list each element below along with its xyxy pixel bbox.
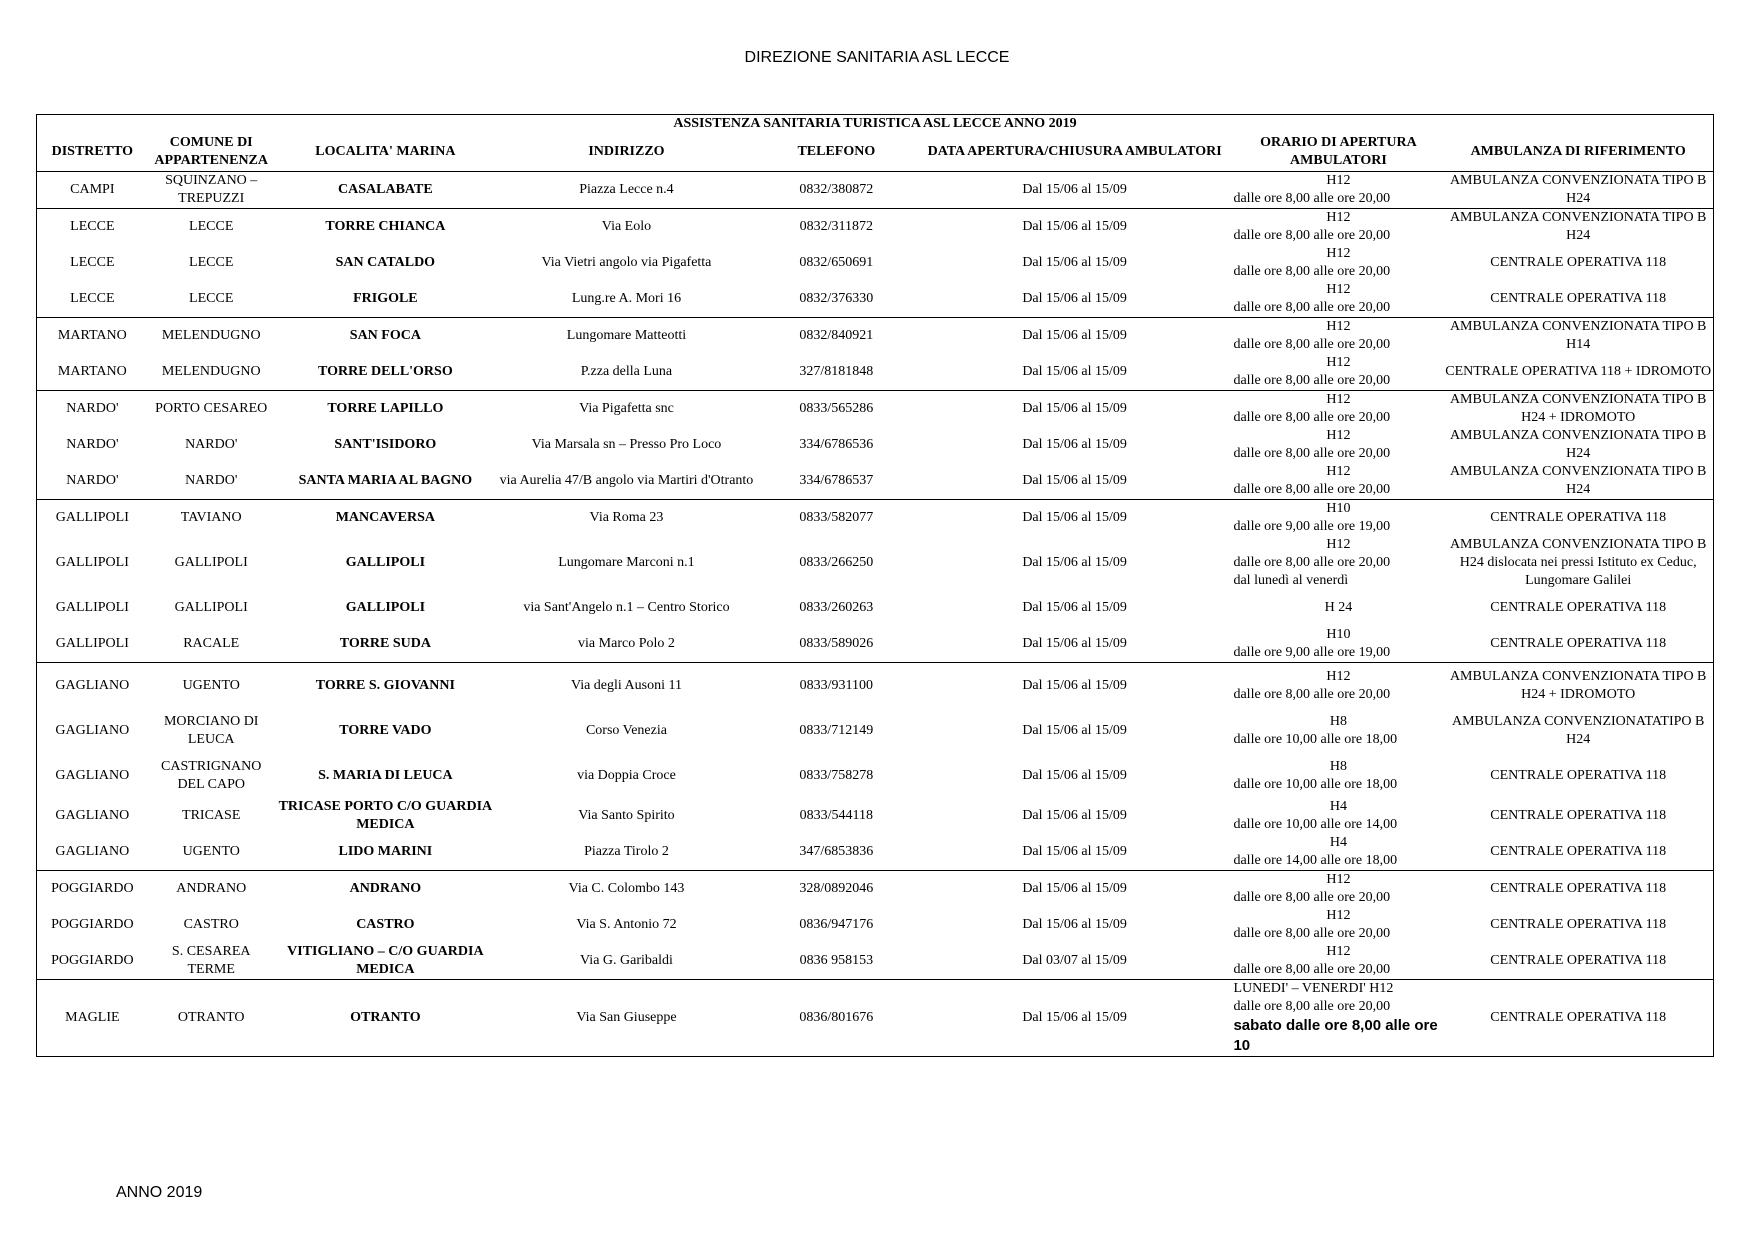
ambulanza-cell: AMBULANZA CONVENZIONATA TIPO B H14 xyxy=(1443,318,1713,355)
localita-cell: TORRE LAPILLO xyxy=(275,391,496,428)
orario-turno: H10 xyxy=(1326,501,1351,516)
distretto-cell: NARDO' xyxy=(66,437,119,452)
table-row xyxy=(37,209,1714,246)
telefono-cell: 0833/565286 xyxy=(757,391,916,428)
data-apertura-cell: Dal 15/06 al 15/09 xyxy=(916,318,1234,355)
orario-cell xyxy=(1233,708,1443,753)
indirizzo-cell: P.zza della Luna xyxy=(580,364,673,379)
orario-cell xyxy=(1233,172,1443,209)
data-apertura-cell: Dal 15/06 al 15/09 xyxy=(1022,767,1127,783)
distretto-cell: GAGLIANO xyxy=(55,767,130,783)
indirizzo-cell: Lungomare Matteotti xyxy=(496,318,757,355)
orario-cell xyxy=(1233,798,1443,834)
comune-cell: RACALE xyxy=(183,636,240,651)
col-header: INDIRIZZO xyxy=(496,133,757,172)
ambulanza-cell: AMBULANZA CONVENZIONATA TIPO B H24 dislocata nei pressi Istituto ex Ceduc, Lungomare Galilei xyxy=(1449,537,1707,588)
orario-turno: H12 xyxy=(1326,872,1351,887)
data-apertura-cell: Dal 15/06 al 15/09 xyxy=(916,500,1234,537)
telefono-cell: 0833/266250 xyxy=(799,555,874,570)
ambulanza-cell: AMBULANZA CONVENZIONATATIPO B H24 xyxy=(1451,713,1705,747)
orario-turno: H12 xyxy=(1326,392,1351,407)
comune-cell: NARDO' xyxy=(185,437,238,452)
indirizzo-cell: Via C. Colombo 143 xyxy=(496,871,757,908)
assistenza-table xyxy=(36,114,1714,1057)
orario-turno: H12 xyxy=(1326,282,1351,297)
page-header: DIREZIONE SANITARIA ASL LECCE xyxy=(744,49,1010,66)
table-row xyxy=(37,500,1714,537)
orario-turno: H12 xyxy=(1326,173,1351,188)
comune-cell: OTRANTO xyxy=(148,980,275,1057)
orario-cell xyxy=(1233,943,1443,980)
distretto-cell: GALLIPOLI xyxy=(55,600,129,615)
distretto-cell: MARTANO xyxy=(57,364,127,379)
localita-cell: TORRE VADO xyxy=(339,722,432,738)
table-row xyxy=(37,871,1714,908)
comune-cell: S. CESAREA TERME xyxy=(171,944,251,977)
orario-cell xyxy=(1233,871,1443,908)
telefono-cell: 0836/801676 xyxy=(757,980,916,1057)
indirizzo-cell: via Aurelia 47/B angolo via Martiri d'Otranto xyxy=(499,473,754,488)
telefono-cell: 334/6786537 xyxy=(799,473,874,488)
telefono-cell: 328/0892046 xyxy=(757,871,916,908)
orario-line: dalle ore 8,00 alle ore 20,00 xyxy=(1233,962,1391,977)
distretto-cell: GAGLIANO xyxy=(37,663,148,709)
table-body xyxy=(37,172,1714,1057)
orario-line: dalle ore 8,00 alle ore 20,00 xyxy=(1233,446,1391,461)
distretto-cell: LECCE xyxy=(70,291,115,306)
localita-cell: SAN FOCA xyxy=(275,318,496,355)
orario-cell xyxy=(1233,500,1443,537)
data-apertura-cell: Dal 15/06 al 15/09 xyxy=(1022,600,1127,615)
localita-cell: FRIGOLE xyxy=(353,291,418,306)
distretto-cell: NARDO' xyxy=(37,391,148,428)
orario-line: dalle ore 9,00 alle ore 19,00 xyxy=(1233,519,1391,534)
orario-turno: H12 xyxy=(1326,210,1351,225)
telefono-cell: 0832/311872 xyxy=(757,209,916,246)
localita-cell: ANDRANO xyxy=(275,871,496,908)
table-row xyxy=(37,281,1714,318)
distretto-cell: GALLIPOLI xyxy=(37,500,148,537)
orario-line: dalle ore 8,00 alle ore 20,00 xyxy=(1233,264,1391,279)
telefono-cell: 327/8181848 xyxy=(799,364,874,379)
ambulanza-cell: CENTRALE OPERATIVA 118 xyxy=(1490,600,1667,615)
orario-turno: H8 xyxy=(1329,758,1347,774)
orario-line: dalle ore 8,00 alle ore 20,00 xyxy=(1233,300,1391,315)
orario-cell xyxy=(1233,834,1443,871)
localita-cell: TRICASE PORTO C/O GUARDIA MEDICA xyxy=(278,799,493,832)
table-row xyxy=(37,427,1714,463)
orario-line: dalle ore 8,00 alle ore 20,00 xyxy=(1233,228,1391,243)
data-apertura-cell: Dal 15/06 al 15/09 xyxy=(1022,636,1127,651)
distretto-cell: LECCE xyxy=(37,209,148,246)
ambulanza-cell: CENTRALE OPERATIVA 118 xyxy=(1490,767,1667,783)
table-row xyxy=(37,354,1714,391)
table-row xyxy=(37,391,1714,428)
orario-turno: H8 xyxy=(1329,713,1347,729)
orario-turno: H4 xyxy=(1329,835,1347,850)
table-row xyxy=(37,753,1714,798)
telefono-cell: 0833/931100 xyxy=(757,663,916,709)
indirizzo-cell: Corso Venezia xyxy=(585,722,667,738)
ambulanza-cell: CENTRALE OPERATIVA 118 + IDROMOTO xyxy=(1445,364,1712,379)
orario-line: dalle ore 8,00 alle ore 20,00 xyxy=(1233,555,1391,570)
table-row xyxy=(37,590,1714,626)
orario-cell xyxy=(1233,354,1443,391)
ambulanza-cell: CENTRALE OPERATIVA 118 xyxy=(1443,980,1713,1057)
table-row xyxy=(37,463,1714,500)
indirizzo-cell: Via Eolo xyxy=(496,209,757,246)
orario-turno: H12 xyxy=(1326,246,1351,261)
orario-cell xyxy=(1233,427,1443,463)
col-header: TELEFONO xyxy=(757,133,916,172)
indirizzo-cell: Piazza Lecce n.4 xyxy=(579,182,674,197)
comune-cell: TRICASE xyxy=(182,808,241,823)
table-row xyxy=(37,980,1714,1057)
comune-cell: MELENDUGNO xyxy=(161,364,261,379)
comune-cell: ANDRANO xyxy=(148,871,275,908)
data-apertura-cell: Dal 15/06 al 15/09 xyxy=(916,980,1234,1057)
orario-cell xyxy=(1233,663,1443,709)
comune-cell: MELENDUGNO xyxy=(148,318,275,355)
orario-line: LUNEDI' – VENERDI' H12 xyxy=(1233,981,1394,996)
col-header: LOCALITA' MARINA xyxy=(275,133,496,172)
orario-turno: H12 xyxy=(1326,319,1351,334)
localita-cell: S. MARIA DI LEUCA xyxy=(318,767,453,783)
data-apertura-cell: Dal 15/06 al 15/09 xyxy=(1022,364,1127,379)
orario-turno: H12 xyxy=(1326,668,1351,684)
ambulanza-cell: AMBULANZA CONVENZIONATA TIPO B H24 xyxy=(1443,209,1713,246)
comune-cell: NARDO' xyxy=(185,473,238,488)
telefono-cell: 0832/376330 xyxy=(799,291,874,306)
data-apertura-cell: Dal 15/06 al 15/09 xyxy=(1022,437,1127,452)
telefono-cell: 0833/582077 xyxy=(757,500,916,537)
distretto-cell: GAGLIANO xyxy=(55,844,130,859)
table-row xyxy=(37,172,1714,209)
table-row xyxy=(37,245,1714,281)
orario-line: dalle ore 8,00 alle ore 20,00 xyxy=(1233,482,1391,497)
data-apertura-cell: Dal 15/06 al 15/09 xyxy=(916,391,1234,428)
data-apertura-cell: Dal 15/06 al 15/09 xyxy=(916,871,1234,908)
comune-cell: MORCIANO DI LEUCA xyxy=(163,713,259,747)
distretto-cell: GAGLIANO xyxy=(55,808,130,823)
page-footer: ANNO 2019 xyxy=(116,1184,203,1201)
data-apertura-cell: Dal 15/06 al 15/09 xyxy=(1022,808,1127,823)
orario-cell xyxy=(1233,536,1443,590)
comune-cell: UGENTO xyxy=(182,844,240,859)
data-apertura-cell: Dal 03/07 al 15/09 xyxy=(1022,953,1127,968)
comune-cell: PORTO CESAREO xyxy=(148,391,275,428)
orario-line: dalle ore 8,00 alle ore 20,00 xyxy=(1233,890,1391,905)
indirizzo-cell: Via Vietri angolo via Pigafetta xyxy=(541,255,712,270)
indirizzo-cell: Via Pigafetta snc xyxy=(496,391,757,428)
orario-turno: H 24 xyxy=(1324,600,1353,615)
comune-cell: TAVIANO xyxy=(148,500,275,537)
telefono-cell: 0833/260263 xyxy=(799,600,874,615)
ambulanza-cell: CENTRALE OPERATIVA 118 xyxy=(1490,917,1667,932)
localita-cell: SAN CATALDO xyxy=(335,255,436,270)
orario-cell xyxy=(1233,590,1443,626)
indirizzo-cell: Via degli Ausoni 11 xyxy=(496,663,757,709)
orario-line: dalle ore 8,00 alle ore 20,00 xyxy=(1233,686,1391,702)
ambulanza-cell: AMBULANZA CONVENZIONATA TIPO B H24 + IDROMOTO xyxy=(1443,391,1713,428)
indirizzo-cell: Via San Giuseppe xyxy=(496,980,757,1057)
orario-turno: H12 xyxy=(1326,428,1351,443)
orario-line: dalle ore 8,00 alle ore 20,00 xyxy=(1233,191,1391,206)
orario-turno: H12 xyxy=(1326,464,1351,479)
comune-cell: LECCE xyxy=(148,209,275,246)
comune-cell: SQUINZANO – TREPUZZI xyxy=(165,173,258,206)
orario-turno: H10 xyxy=(1326,627,1351,642)
col-header: DISTRETTO xyxy=(37,133,148,172)
telefono-cell: 0833/544118 xyxy=(799,808,874,823)
telefono-cell: 0832/840921 xyxy=(757,318,916,355)
orario-cell xyxy=(1233,753,1443,798)
ambulanza-cell: AMBULANZA CONVENZIONATA TIPO B H24 xyxy=(1449,428,1707,461)
table-row xyxy=(37,798,1714,834)
table-row xyxy=(37,536,1714,590)
distretto-cell: POGGIARDO xyxy=(37,871,148,908)
localita-cell: LIDO MARINI xyxy=(338,844,433,859)
indirizzo-cell: via Sant'Angelo n.1 – Centro Storico xyxy=(523,600,730,615)
orario-line: dalle ore 8,00 alle ore 20,00 xyxy=(1233,999,1391,1014)
distretto-cell: MAGLIE xyxy=(37,980,148,1057)
col-header: DATA APERTURA/CHIUSURA AMBULATORI xyxy=(916,133,1234,172)
col-header: COMUNE DI APPARTENENZA xyxy=(148,133,275,172)
comune-cell: CASTRO xyxy=(183,917,239,932)
indirizzo-cell: Lungomare Marconi n.1 xyxy=(558,555,695,570)
orario-cell xyxy=(1233,318,1443,355)
table-title: ASSISTENZA SANITARIA TURISTICA ASL LECCE ANNO 2019 xyxy=(673,116,1077,131)
col-header: ORARIO DI APERTURA AMBULATORI xyxy=(1233,133,1443,172)
distretto-cell: GAGLIANO xyxy=(55,722,130,738)
table-header-row xyxy=(37,133,1714,172)
data-apertura-cell: Dal 15/06 al 15/09 xyxy=(1022,722,1127,738)
table-row xyxy=(37,663,1714,709)
data-apertura-cell: Dal 15/06 al 15/09 xyxy=(1022,555,1127,570)
telefono-cell: 0836/947176 xyxy=(799,917,874,932)
indirizzo-cell: via Marco Polo 2 xyxy=(578,636,675,651)
distretto-cell: LECCE xyxy=(70,255,115,270)
table-row xyxy=(37,907,1714,943)
orario-line: dalle ore 8,00 alle ore 20,00 xyxy=(1233,337,1391,352)
data-apertura-cell: Dal 15/06 al 15/09 xyxy=(1022,182,1127,197)
ambulanza-cell: CENTRALE OPERATIVA 118 xyxy=(1443,871,1713,908)
orario-cell xyxy=(1233,463,1443,500)
indirizzo-cell: Lung.re A. Mori 16 xyxy=(571,291,682,306)
localita-cell: TORRE DELL'ORSO xyxy=(318,364,453,379)
localita-cell: CASALABATE xyxy=(338,182,433,197)
orario-line: dalle ore 10,00 alle ore 18,00 xyxy=(1233,731,1398,747)
telefono-cell: 0833/589026 xyxy=(799,636,874,651)
ambulanza-cell: AMBULANZA CONVENZIONATA TIPO B H24 xyxy=(1449,464,1707,497)
localita-cell: TORRE S. GIOVANNI xyxy=(275,663,496,709)
localita-cell: TORRE CHIANCA xyxy=(275,209,496,246)
orario-cell xyxy=(1233,209,1443,246)
indirizzo-cell: Via Santo Spirito xyxy=(578,808,675,823)
orario-cell xyxy=(1233,391,1443,428)
distretto-cell: GALLIPOLI xyxy=(55,555,129,570)
col-header: AMBULANZA DI RIFERIMENTO xyxy=(1443,133,1713,172)
ambulanza-cell: CENTRALE OPERATIVA 118 xyxy=(1443,500,1713,537)
data-apertura-cell: Dal 15/06 al 15/09 xyxy=(1022,917,1127,932)
orario-line: dalle ore 8,00 alle ore 20,00 xyxy=(1233,410,1391,425)
localita-cell: CASTRO xyxy=(356,917,415,932)
table-row xyxy=(37,834,1714,871)
comune-cell: LECCE xyxy=(189,255,234,270)
indirizzo-cell: Via S. Antonio 72 xyxy=(576,917,677,932)
orario-line: dalle ore 14,00 alle ore 18,00 xyxy=(1233,853,1398,868)
indirizzo-cell: Via G. Garibaldi xyxy=(580,953,673,968)
ambulanza-cell: AMBULANZA CONVENZIONATA TIPO B H24 + IDROMOTO xyxy=(1443,663,1713,709)
orario-line: dalle ore 8,00 alle ore 20,00 xyxy=(1233,373,1391,388)
ambulanza-cell: CENTRALE OPERATIVA 118 xyxy=(1490,636,1667,651)
data-apertura-cell: Dal 15/06 al 15/09 xyxy=(916,209,1234,246)
distretto-cell: POGGIARDO xyxy=(51,953,134,968)
localita-cell: GALLIPOLI xyxy=(345,600,426,615)
telefono-cell: 0832/380872 xyxy=(799,182,874,197)
ambulanza-cell: CENTRALE OPERATIVA 118 xyxy=(1490,808,1667,823)
ambulanza-cell: CENTRALE OPERATIVA 118 xyxy=(1490,953,1667,968)
telefono-cell: 0836 958153 xyxy=(799,953,874,968)
indirizzo-cell: Via Roma 23 xyxy=(496,500,757,537)
orario-line: dalle ore 10,00 alle ore 18,00 xyxy=(1233,776,1398,792)
data-apertura-cell: Dal 15/06 al 15/09 xyxy=(1022,473,1127,488)
orario-line: dalle ore 10,00 alle ore 14,00 xyxy=(1233,817,1398,832)
comune-cell: GALLIPOLI xyxy=(174,555,248,570)
telefono-cell: 0832/650691 xyxy=(799,255,874,270)
table-row xyxy=(37,318,1714,355)
distretto-cell: CAMPI xyxy=(70,182,115,197)
data-apertura-cell: Dal 15/06 al 15/09 xyxy=(1022,844,1127,859)
orario-turno: H12 xyxy=(1326,355,1351,370)
comune-cell: LECCE xyxy=(189,291,234,306)
table-row xyxy=(37,943,1714,980)
localita-cell: TORRE SUDA xyxy=(339,636,431,651)
data-apertura-cell: Dal 15/06 al 15/09 xyxy=(1022,291,1127,306)
localita-cell: MANCAVERSA xyxy=(275,500,496,537)
localita-cell: SANTA MARIA AL BAGNO xyxy=(298,473,473,488)
localita-cell: GALLIPOLI xyxy=(345,555,426,570)
orario-turno: H4 xyxy=(1329,799,1347,814)
localita-cell: VITIGLIANO – C/O GUARDIA MEDICA xyxy=(287,944,484,977)
orario-line: dalle ore 9,00 alle ore 19,00 xyxy=(1233,645,1391,660)
telefono-cell: 347/6853836 xyxy=(799,844,874,859)
orario-cell xyxy=(1233,281,1443,318)
comune-cell: CASTRIGNANO DEL CAPO xyxy=(161,758,262,792)
orario-cell xyxy=(1233,980,1443,1057)
comune-cell: GALLIPOLI xyxy=(174,600,248,615)
ambulanza-cell: CENTRALE OPERATIVA 118 xyxy=(1490,255,1667,270)
table-row xyxy=(37,626,1714,663)
distretto-cell: NARDO' xyxy=(66,473,119,488)
ambulanza-cell: AMBULANZA CONVENZIONATA TIPO B H24 xyxy=(1449,173,1707,206)
distretto-cell: GALLIPOLI xyxy=(55,636,129,651)
orario-turno: H12 xyxy=(1326,944,1351,959)
orario-cell xyxy=(1233,245,1443,281)
orario-cell xyxy=(1233,626,1443,663)
indirizzo-cell: via Doppia Croce xyxy=(577,767,676,783)
table-row xyxy=(37,708,1714,753)
localita-cell: OTRANTO xyxy=(275,980,496,1057)
distretto-cell: POGGIARDO xyxy=(51,917,134,932)
orario-extra: sabato dalle ore 8,00 alle ore 10 xyxy=(1233,1017,1438,1054)
orario-turno: H12 xyxy=(1326,908,1351,923)
orario-line: dalle ore 8,00 alle ore 20,00 xyxy=(1233,926,1391,941)
ambulanza-cell: CENTRALE OPERATIVA 118 xyxy=(1490,844,1667,859)
localita-cell: SANT'ISIDORO xyxy=(334,437,437,452)
comune-cell: UGENTO xyxy=(148,663,275,709)
data-apertura-cell: Dal 15/06 al 15/09 xyxy=(916,663,1234,709)
telefono-cell: 0833/712149 xyxy=(799,722,874,738)
orario-line: dal lunedì al venerdì xyxy=(1233,573,1349,588)
telefono-cell: 334/6786536 xyxy=(799,437,874,452)
ambulanza-cell: CENTRALE OPERATIVA 118 xyxy=(1490,291,1667,306)
data-apertura-cell: Dal 15/06 al 15/09 xyxy=(1022,255,1127,270)
orario-cell xyxy=(1233,907,1443,943)
orario-turno: H12 xyxy=(1326,537,1351,552)
telefono-cell: 0833/758278 xyxy=(799,767,874,783)
indirizzo-cell: Via Marsala sn – Presso Pro Loco xyxy=(531,437,722,452)
indirizzo-cell: Piazza Tirolo 2 xyxy=(584,844,669,859)
distretto-cell: MARTANO xyxy=(37,318,148,355)
